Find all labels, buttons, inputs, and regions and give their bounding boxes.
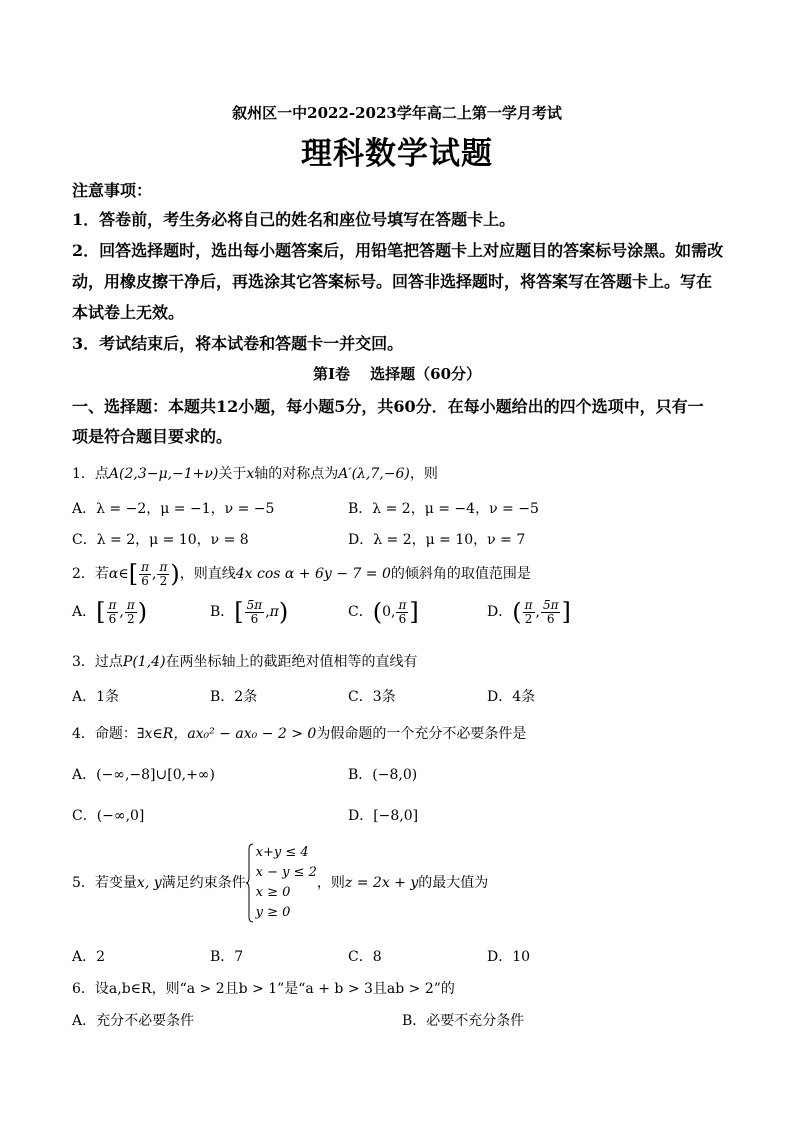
- exam-subtitle: 叙州区一中2022-2023学年高二上第一学月考试: [232, 104, 562, 122]
- q2-alpha: α∈: [108, 566, 129, 582]
- fraction-denominator: 6: [398, 611, 407, 626]
- question-2-stem: 2．若α∈[ $\frac{\pi}{6}$ , $\frac{\pi}{2}$ )，则直线4x cos α + 6y − 7 = 0的倾斜角的取值范围是: [72, 559, 531, 588]
- q3-option-b: B．2条: [210, 689, 258, 705]
- option-label: C．: [348, 604, 373, 620]
- zero: 0: [382, 604, 392, 620]
- constraint-3: x ≥ 0: [255, 885, 291, 900]
- q2-option-a: A．[ $\frac{\pi}{6}$ , $\frac{\pi}{2}$ ): [72, 597, 148, 626]
- option-label: D．: [487, 604, 513, 620]
- q2-option-c: C．(0, $\frac{\pi}{6}$ ]: [348, 597, 419, 626]
- fraction-numerator: π: [108, 597, 117, 612]
- q3-text: 在两坐标轴上的截距绝对值相等的直线有: [165, 654, 418, 670]
- q1-option-b: B．λ = 2，μ = −4，ν = −5: [348, 501, 539, 517]
- note-item-1: 1．答卷前，考生务必将自己的姓名和座位号填写在答题卡上。: [72, 210, 516, 229]
- note-item-2-line-2: 动，用橡皮擦干净后，再选涂其它答案标号。回答非选择题时，将答案写在答题卡上。写在: [72, 272, 713, 291]
- q1-axis: x: [246, 466, 255, 482]
- constraint-1: x+y ≤ 4: [255, 845, 309, 860]
- constraint-2: x − y ≤ 2: [255, 865, 317, 880]
- left-brace-icon: [246, 843, 254, 923]
- q1-text: ，则: [409, 466, 438, 482]
- q5-option-b: B．7: [210, 949, 244, 965]
- q1-text: 1．点: [72, 466, 109, 482]
- fraction-denominator: 2: [126, 611, 135, 626]
- question-4-stem: [72, 723, 526, 743]
- q5-option-a: A．2: [72, 949, 106, 965]
- notes-heading: 注意事项：: [72, 181, 153, 200]
- q3-point: P(1,4): [122, 654, 166, 670]
- q2-option-d: D．( $\frac{\pi}{2}$ , $\frac{5\pi}{6}$ ]: [487, 597, 571, 626]
- fraction-numerator: π: [141, 559, 150, 574]
- q2-text: 的倾斜角的取值范围是: [390, 566, 531, 582]
- fraction-denominator: 2: [524, 611, 533, 626]
- q1-text: 轴的对称点为: [254, 466, 339, 482]
- q6-option-b: B．必要不充分条件: [402, 1013, 525, 1029]
- q1-point-a: A(2,3−μ,−1+ν): [108, 466, 219, 482]
- q2-text: 2．若: [72, 566, 109, 582]
- exam-title: 理科数学试题: [301, 136, 493, 172]
- q5-text: 满足约束条件: [161, 875, 246, 891]
- q1-text: 关于: [218, 466, 247, 482]
- fraction-numerator: π: [524, 597, 533, 612]
- question-3-stem: [72, 651, 418, 671]
- section-intro-line-2: 项是符合题目要求的。: [72, 427, 233, 446]
- q4-option-b: B．(−8,0): [348, 767, 418, 783]
- q5-text: ，则: [316, 875, 345, 891]
- option-label: B．: [210, 604, 235, 620]
- question-6-stem: 6．设a,b∈R，则“a > 2且b > 1”是“a + b > 3且ab > 2”的: [72, 981, 455, 997]
- q3-option-c: C．3条: [348, 689, 396, 705]
- q4-option-a: A．(−∞,−8]∪[0,+∞): [72, 767, 215, 783]
- fraction-numerator: π: [159, 559, 168, 574]
- fraction-numerator: π: [398, 597, 407, 612]
- fraction-denominator: 6: [141, 573, 149, 588]
- q1-option-a: A．λ = −2，μ = −1，ν = −5: [72, 501, 275, 517]
- option-label: A．: [72, 604, 97, 620]
- section-intro-line-1: 一、选择题：本题共12小题，每小题5分，共60分．在每小题给出的四个选项中，只有一: [72, 397, 704, 416]
- q4-text: 为假命题的一个充分不必要条件是: [316, 726, 527, 742]
- fraction-numerator: 5π: [542, 597, 559, 612]
- q3-text: 3．过点: [72, 654, 123, 670]
- q5-text: 的最大值为: [418, 875, 489, 891]
- q1-point-b: A′(λ,7,−6): [338, 466, 410, 482]
- question-5-stem: [72, 843, 488, 923]
- fraction-denominator: 6: [546, 611, 555, 626]
- q2-option-b: B．[ $\frac{5\pi}{6}$ ,π): [210, 597, 289, 626]
- q3-option-d: D．4条: [487, 689, 536, 705]
- q1-option-c: C．λ = 2，μ = 10，ν = 8: [72, 532, 249, 548]
- q4-option-d: D．[−8,0]: [348, 808, 419, 824]
- note-item-2-line-3: 本试卷上无效。: [72, 303, 185, 322]
- q6-option-a: A．充分不必要条件: [72, 1013, 195, 1029]
- fraction-denominator: 6: [250, 611, 259, 626]
- constraint-4: y ≥ 0: [255, 905, 291, 920]
- constraint-system: [246, 843, 317, 923]
- q5-objective: z = 2x + y: [344, 875, 419, 891]
- q2-text: ，则直线: [179, 566, 236, 582]
- fraction-denominator: 2: [159, 573, 168, 588]
- q4-text: 4．命题：: [72, 726, 137, 742]
- note-item-3: 3．考试结束后，将本试卷和答题卡一并交回。: [72, 334, 404, 353]
- q1-option-d: D．λ = 2，μ = 10，ν = 7: [348, 532, 526, 548]
- q3-option-a: A．1条: [72, 689, 120, 705]
- q5-option-d: D．10: [487, 949, 531, 965]
- q4-proposition: ∃x∈R，ax₀² − ax₀ − 2 > 0: [136, 726, 317, 742]
- q5-variables: x, y: [136, 875, 162, 891]
- pi: π: [269, 604, 279, 620]
- note-item-2-line-1: 2．回答选择题时，选出每小题答案后，用铅笔把答题卡上对应题目的答案标号涂黑。如需改: [72, 241, 724, 260]
- q2-line-equation: 4x cos α + 6y − 7 = 0: [235, 566, 391, 582]
- q5-option-c: C．8: [348, 949, 382, 965]
- fraction-numerator: π: [126, 597, 135, 612]
- q4-option-c: C．(−∞,0]: [72, 808, 145, 824]
- q5-text: 5．若变量: [72, 875, 137, 891]
- fraction-numerator: 5π: [246, 597, 263, 612]
- fraction-denominator: 6: [108, 611, 117, 626]
- section-title: 第Ⅰ卷 选择题（60分）: [312, 365, 482, 383]
- question-1-stem: [72, 463, 438, 483]
